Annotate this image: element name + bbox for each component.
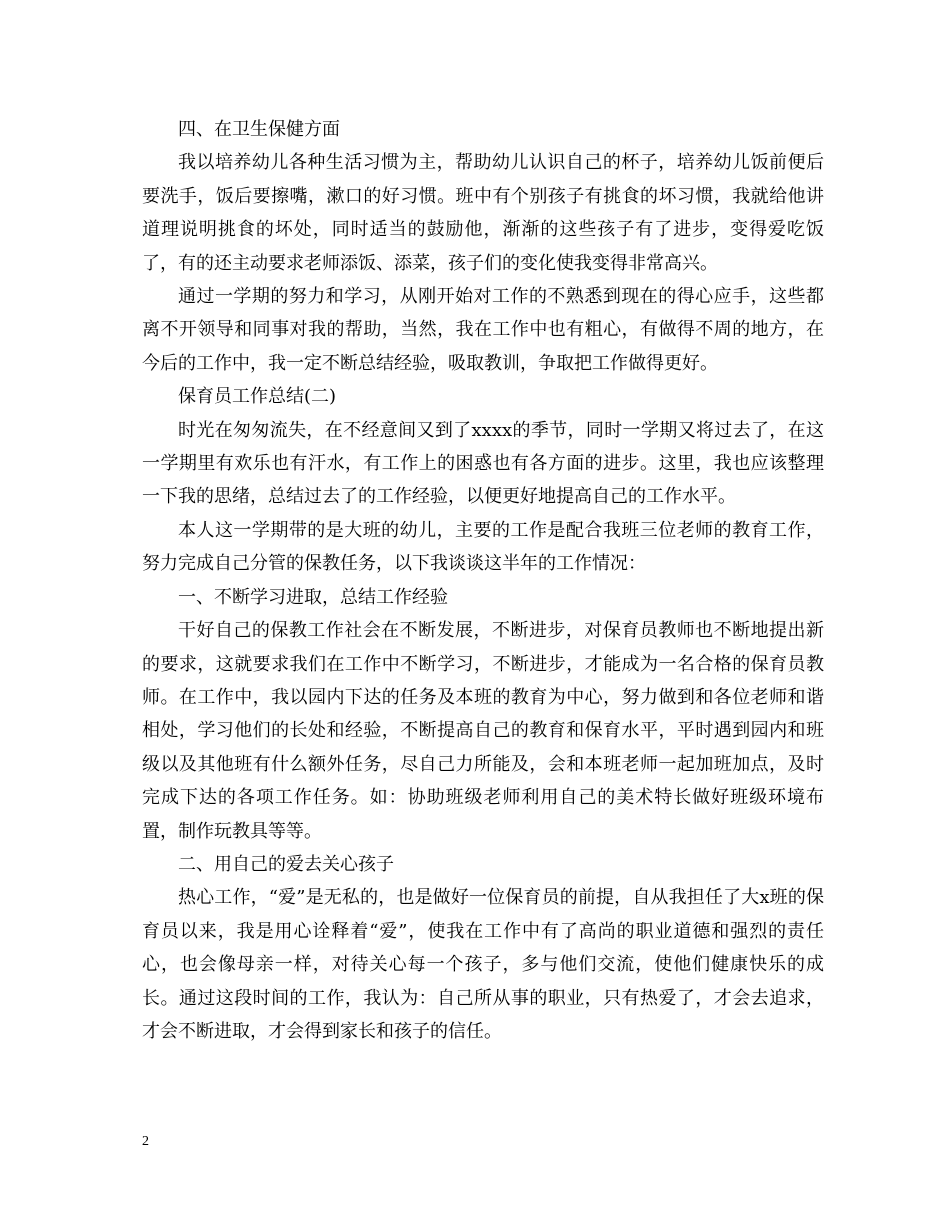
body-paragraph: 我以培养幼儿各种生活习惯为主，帮助幼儿认识自己的杯子，培养幼儿饭前便后要洗手，饭后要擦嘴，漱口的好习惯。班中有个别孩子有挑食的坏习惯，我就给他讲道理说明挑食的坏处，同时适当的鼓励他，渐渐的这些孩子有了进步，变得爱吃饭了，有的还主动要求老师添饭、添菜，孩子们的变化使我变得非常高兴。 <box>142 152 824 274</box>
body-paragraph: 本人这一学期带的是大班的幼儿，主要的工作是配合我班三位老师的教育工作，努力完成自己分管的保教任务，以下我谈谈这半年的工作情况： <box>142 519 824 575</box>
document-subtitle: 保育员工作总结(二) <box>178 386 337 408</box>
body-paragraph: 热心工作，“爱”是无私的，也是做好一位保育员的前提，自从我担任了大x班的保育员以来，我是用心诠释着“爱”，使我在工作中有了高尚的职业道德和强烈的责任心，也会像母亲一样，对待关心每一个孩子，多与他们交流，使他们健康快乐的成长。通过这段时间的工作，我认为：自己所从事的职业，只有热爱了，才会去追求，才会不断进取，才会得到家长和孩子的信任。 <box>142 887 824 1042</box>
body-paragraph: 时光在匆匆流失，在不经意间又到了xxxx的季节，同时一学期又将过去了，在这一学期里有欢乐也有汗水，有工作上的困惑也有各方面的进步。这里，我也应该整理一下我的思绪，总结过去了的工作经验，以便更好地提高自己的工作水平。 <box>142 419 824 508</box>
document-body <box>142 113 824 1048</box>
body-paragraph: 通过一学期的努力和学习，从刚开始对工作的不熟悉到现在的得心应手，这些都离不开领导和同事对我的帮助，当然，我在工作中也有粗心，有做得不周的地方，在今后的工作中，我一定不断总结经验，吸取教训，争取把工作做得更好。 <box>142 286 824 374</box>
section-heading-hygiene: 四、在卫生保健方面 <box>178 119 340 140</box>
page-number: 2 <box>142 1134 149 1149</box>
section-heading-learning: 一、不断学习进取，总结工作经验 <box>178 586 448 608</box>
section-heading-love: 二、用自己的爱去关心孩子 <box>178 853 394 875</box>
body-paragraph: 干好自己的保教工作社会在不断发展，不断进步，对保育员教师也不断地提出新的要求，这就要求我们在工作中不断学习，不断进步，才能成为一名合格的保育员教师。在工作中，我以园内下达的任务及本班的教育为中心，努力做到和各位老师和谐相处，学习他们的长处和经验，不断提高自己的教育和保育水平，平时遇到园内和班级以及其他班有什么额外任务，尽自己力所能及，会和本班老师一起加班加点，及时完成下达的各项工作任务。如：协助班级老师利用自己的美术特长做好班级环境布置，制作玩教具等等。 <box>142 620 824 842</box>
